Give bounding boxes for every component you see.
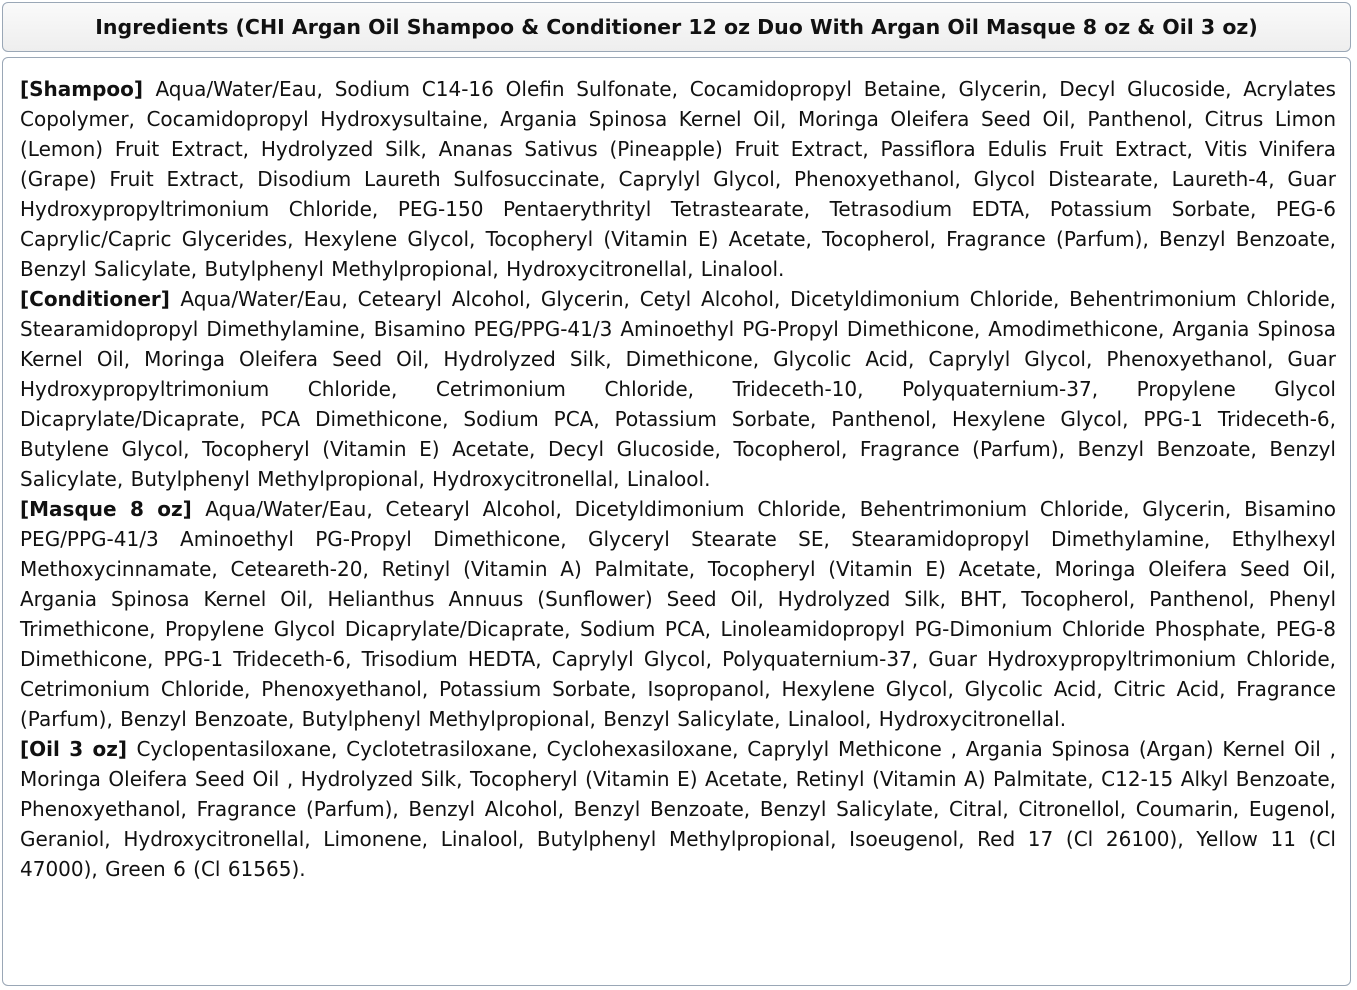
page-title: Ingredients (CHI Argan Oil Shampoo & Conditioner 12 oz Duo With Argan Oil Masque 8 oz & Oil 3 oz)	[95, 15, 1258, 39]
section-text-shampoo: Aqua/Water/Eau, Sodium C14-16 Olefin Sulfonate, Cocamidopropyl Betaine, Glycerin, Decyl Glucoside, Acrylates Copolymer, Cocamidopropyl Hydroxysultaine, Argania Spinosa Kernel Oil, Moringa Oleifera Seed Oil, Panthenol, Citrus Limon (Lemon) Fruit Extract, Hydrolyzed Silk, Ananas Sativus (Pineapple) Fruit Extract, Passiflora Edulis Fruit Extract, Vitis Vinifera (Grape) Fruit Extract, Disodium Laureth Sulfosuccinate, Caprylyl Glycol, Phenoxyethanol, Glycol Distearate, Laureth-4, Guar Hydroxypropyltrimonium Chloride, PEG-150 Pentaerythrityl Tetrastearate, Tetrasodium EDTA, Potassium Sorbate, PEG-6 Caprylic/Capric Glycerides, Hexylene Glycol, Tocopheryl (Vitamin E) Acetate, Tocopherol, Fragrance (Parfum), Benzyl Benzoate, Benzyl Salicylate, Butylphenyl Methylpropional, Hydroxycitronellal, Linalool.	[20, 77, 1336, 281]
section-label-oil: [Oil 3 oz]	[20, 737, 137, 761]
section-oil	[20, 734, 1336, 884]
ingredients-panel	[2, 57, 1351, 986]
section-label-shampoo: [Shampoo]	[20, 77, 156, 101]
title-bar	[2, 2, 1351, 52]
section-label-masque: [Masque 8 oz]	[20, 497, 206, 521]
section-text-conditioner: Aqua/Water/Eau, Cetearyl Alcohol, Glycerin, Cetyl Alcohol, Dicetyldimonium Chloride, Behentrimonium Chloride, Stearamidopropyl Dimethylamine, Bisamino PEG/PPG-41/3 Aminoethyl PG-Propyl Dimethicone, Amodimethicone, Argania Spinosa Kernel Oil, Moringa Oleifera Seed Oil, Hydrolyzed Silk, Dimethicone, Glycolic Acid, Caprylyl Glycol, Phenoxyethanol, Guar Hydroxypropyltrimonium Chloride, Cetrimonium Chloride, Trideceth-10, Polyquaternium-37, Propylene Glycol Dicaprylate/Dicaprate, PCA Dimethicone, Sodium PCA, Potassium Sorbate, Panthenol, Hexylene Glycol, PPG-1 Trideceth-6, Butylene Glycol, Tocopheryl (Vitamin E) Acetate, Decyl Glucoside, Tocopherol, Fragrance (Parfum), Benzyl Benzoate, Benzyl Salicylate, Butylphenyl Methylpropional, Hydroxycitronellal, Linalool.	[20, 287, 1336, 491]
section-text-masque: Aqua/Water/Eau, Cetearyl Alcohol, Dicetyldimonium Chloride, Behentrimonium Chloride, Glycerin, Bisamino PEG/PPG-41/3 Aminoethyl PG-Propyl Dimethicone, Glyceryl Stearate SE, Stearamidopropyl Dimethylamine, Ethylhexyl Methoxycinnamate, Ceteareth-20, Retinyl (Vitamin A) Palmitate, Tocopheryl (Vitamin E) Acetate, Moringa Oleifera Seed Oil, Argania Spinosa Kernel Oil, Helianthus Annuus (Sunflower) Seed Oil, Hydrolyzed Silk, BHT, Tocopherol, Panthenol, Phenyl Trimethicone, Propylene Glycol Dicaprylate/Dicaprate, Sodium PCA, Linoleamidopropyl PG-Dimonium Chloride Phosphate, PEG-8 Dimethicone, PPG-1 Trideceth-6, Trisodium HEDTA, Caprylyl Glycol, Polyquaternium-37, Guar Hydroxypropyltrimonium Chloride, Cetrimonium Chloride, Phenoxyethanol, Potassium Sorbate, Isopropanol, Hexylene Glycol, Glycolic Acid, Citric Acid, Fragrance (Parfum), Benzyl Benzoate, Butylphenyl Methylpropional, Benzyl Salicylate, Linalool, Hydroxycitronellal.	[20, 497, 1336, 731]
section-shampoo	[20, 74, 1336, 284]
section-masque	[20, 494, 1336, 734]
section-text-oil: Cyclopentasiloxane, Cyclotetrasiloxane, Cyclohexasiloxane, Caprylyl Methicone , Argania Spinosa (Argan) Kernel Oil , Moringa Oleifera Seed Oil , Hydrolyzed Silk, Tocopheryl (Vitamin E) Acetate, Retinyl (Vitamin A) Palmitate, C12-15 Alkyl Benzoate, Phenoxyethanol, Fragrance (Parfum), Benzyl Alcohol, Benzyl Benzoate, Benzyl Salicylate, Citral, Citronellol, Coumarin, Eugenol, Geraniol, Hydroxycitronellal, Limonene, Linalool, Butylphenyl Methylpropional, Isoeugenol, Red 17 (Cl 26100), Yellow 11 (Cl 47000), Green 6 (Cl 61565).	[20, 737, 1336, 881]
section-conditioner	[20, 284, 1336, 494]
section-label-conditioner: [Conditioner]	[20, 287, 181, 311]
